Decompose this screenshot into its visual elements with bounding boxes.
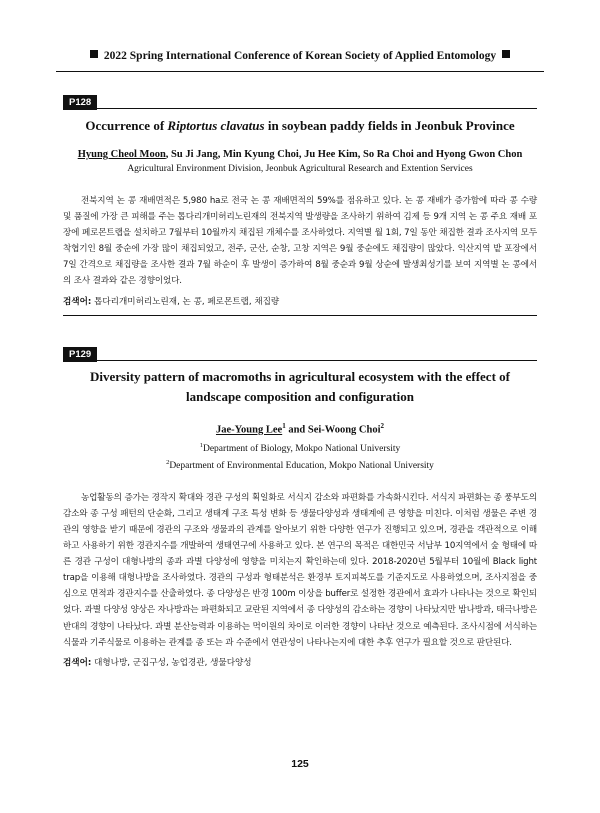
abstract-title bbox=[63, 367, 537, 407]
header-divider bbox=[56, 71, 544, 72]
affiliation bbox=[63, 456, 537, 473]
keywords-label: 검색어: bbox=[63, 657, 92, 668]
title-line: Diversity pattern of macromoths in agricultural ecosystem with the effect of bbox=[90, 369, 510, 384]
square-bullet-icon bbox=[90, 50, 98, 58]
abstract-title bbox=[63, 116, 537, 136]
badge-divider bbox=[63, 360, 537, 361]
keywords bbox=[63, 295, 537, 309]
conference-header bbox=[56, 50, 544, 70]
affiliation-text: Department of Biology, Mokpo National University bbox=[202, 443, 401, 454]
abstract-body: 전북지역 논 콩 재배면적은 5,980 ha로 전국 논 콩 재배면적의 59%를 점유하고 있다. 논 콩 재배가 증가함에 따라 콩 수량 및 품질에 가장 큰 피해를 주는 톱다리개미허리노린재의 전북지역 발생량을 조사하기 위하여 김제 등 9개 지역 논 콩 주요 재배 포장에 페로몬트랩을 설치하고 7월부터 10월까지 채집된 개체수를 조사하였다. 지역별 월 1회, 7일 동안 채집한 결과 조사지역 모두 착협기인 8월 중순에 가장 많이 채집되었고, 전주, 군산, 순창, 고창 지역은 9월 중순에도 채집량이 많았다. 익산지역 밭 포장에서 7일 간격으로 채집량을 조사한 결과 7월 하순이 후 발생이 증가하여 8월 중순과 9월 상순에 발생최성기를 보여 지역별 논 콩에서의 조사 결과와 같은 경향이었다. bbox=[63, 196, 537, 287]
conference-title: 2022 Spring International Conference of Korean Society of Applied Entomology bbox=[103, 50, 497, 62]
author-superscript: 2 bbox=[380, 422, 385, 430]
keywords-label: 검색어: bbox=[63, 296, 92, 307]
author-list bbox=[63, 419, 537, 438]
species-name: Riptortus clavatus bbox=[167, 118, 265, 133]
keywords-text: 톱다리개미허리노린재, 논 콩, 페로몬트랩, 채집량 bbox=[91, 296, 280, 307]
affiliation bbox=[63, 439, 537, 456]
square-bullet-icon bbox=[502, 50, 510, 58]
abstract-badge: P129 bbox=[63, 347, 97, 362]
affiliation-text: Department of Environmental Education, Mokpo National University bbox=[169, 460, 434, 471]
co-authors: and Sei-Woong Choi bbox=[285, 424, 381, 436]
affiliation-superscript: 2 bbox=[166, 458, 170, 466]
abstract-body: 농업활동의 증가는 경작지 확대와 경관 구성의 획일화로 서식지 감소와 파편화를 가속화시킨다. 서식지 파편화는 종 풍부도의 감소와 종 구성 패턴의 단순화, 그리고 생태계 구조 특성 변화 등 생물다양성과 생태계에 큰 영향을 미친다. 이처럼 생물은 주변 경관의 영향을 받기 때문에 경관의 구조와 생물과의 관계를 알아보기 위한 다양한 연구가 진행되고 있으며, 경관을 객관적으로 이해하고 사용하기 위한 경관지수를 개발하여 생태연구에 사용하고 있다. 본 연구의 목적은 대한민국 서남부 10지역에서 숲 형태에 따른 경관 구성이 대형나방의 종과 과별 다양성에 영향을 미치는지 확인하는데 있다. 2018-2020년 5월부터 10월에 Black light trap을 이용해 대형나방을 조사하였다. 경관의 구성과 형태분석은 환경부 토지피복도를 기준지도로 사용하였으며, 조사지점을 중심으로 면적과 경관지수를 산출하였다. 종 다양성은 반경 100m 이상을 buffer로 설정한 경관에서 효과가 나타나는 것으로 확인되었다. 과별 다양성 양상은 자나방과는 파편화되고 교란된 지역에서 종 다양성의 감소하는 경향이 나타났지만 밤나방과, 태극나방은 반대의 경향이 나타났다. 과별 분산능력과 이용하는 먹이원의 차이로 이러한 경향이 나타난 것으로 예측된다. 조사시점에 서식하는 식물과 기주식물로 이용하는 관계를 종 또는 과 수준에서 연관성이 나타나는지에 대한 추후 연구가 필요할 것으로 판단된다. bbox=[63, 492, 537, 648]
affiliation-superscript: 1 bbox=[199, 441, 203, 449]
page-number: 125 bbox=[291, 758, 309, 770]
title-text: in soybean paddy fields in Jeonbuk Province bbox=[264, 118, 515, 133]
abstract-badge: P128 bbox=[63, 95, 97, 110]
presenting-author: Jae-Young Lee bbox=[215, 424, 283, 436]
co-authors: , Su Ji Jang, Min Kyung Choi, Ju Hee Kim, So Ra Choi and Hyong Gwon Chon bbox=[165, 149, 523, 160]
author-list bbox=[63, 148, 537, 162]
affiliation: Agricultural Environment Division, Jeonbuk Agricultural Research and Extention Services bbox=[127, 164, 473, 174]
keywords-text: 대형나방, 군집구성, 농업경관, 생물다양성 bbox=[91, 657, 252, 668]
abstract-p129 bbox=[63, 344, 537, 670]
author-superscript: 1 bbox=[282, 422, 286, 430]
title-line: landscape composition and configuration bbox=[186, 389, 414, 404]
section-divider bbox=[63, 315, 537, 316]
title-text: Occurrence of bbox=[85, 118, 168, 133]
keywords bbox=[63, 656, 537, 670]
badge-divider bbox=[63, 108, 537, 109]
abstract-p128 bbox=[63, 92, 537, 309]
presenting-author: Hyung Cheol Moon bbox=[77, 149, 166, 160]
